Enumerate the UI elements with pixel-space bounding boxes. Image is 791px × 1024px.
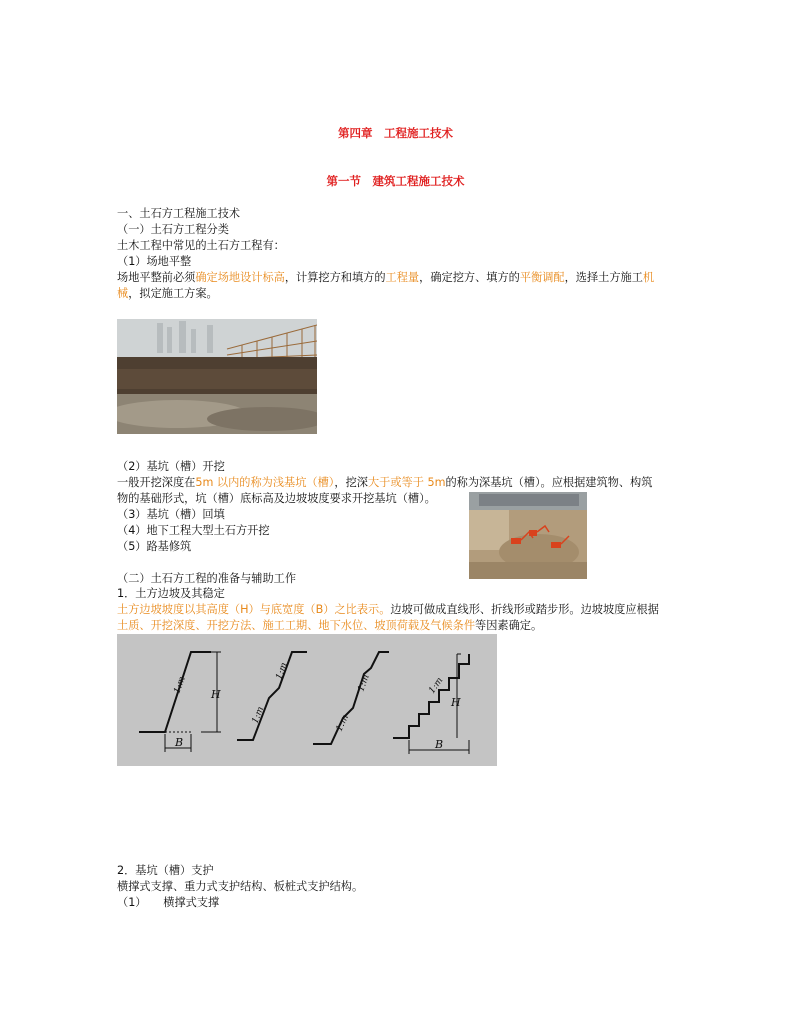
list-item: （1） 横撑式支撑 (117, 896, 220, 909)
text-span: 场地平整前必须 (117, 271, 196, 284)
height-label: H (451, 696, 461, 709)
highlight-span: 土质、开挖深度、开挖方法、施工工期、地下水位、坡顶荷载及气候条件 (117, 619, 476, 632)
paragraph-line (117, 602, 659, 618)
slope-ratio-label: 1:m (334, 713, 352, 734)
highlight-span: 5m 以内的称为浅基坑（槽） (195, 476, 335, 489)
paragraph-line (117, 286, 218, 302)
text-span: ，拟定施工方案。 (128, 287, 218, 300)
text-span: ，选择土方施工 (564, 271, 643, 284)
text-line: 横撑式支撑、重力式支护结构、板桩式支护结构。 (117, 880, 364, 893)
slope-ratio-label: 1:m (274, 661, 290, 682)
list-item: （2）基坑（槽）开挖 (117, 460, 225, 473)
highlight-span: 确定场地设计标高 (195, 271, 285, 284)
list-item: （4）地下工程大型土石方开挖 (117, 524, 270, 537)
text-span: 一般开挖深度在 (117, 476, 196, 489)
paragraph-line (117, 270, 654, 286)
text-span: ，挖深 (334, 476, 368, 489)
heading-1: 一、土石方工程施工技术 (117, 207, 241, 220)
paragraph-line (117, 618, 542, 634)
list-item: （1）场地平整 (117, 255, 192, 268)
height-label: H (211, 688, 221, 701)
slope-ratio-label: 1:m (356, 673, 372, 694)
subheading: 1．土方边坡及其稳定 (117, 587, 225, 600)
text-line: 土木工程中常见的土石方工程有： (117, 239, 285, 252)
highlight-span: 土方边坡坡度以其高度（H）与底宽度（B）之比表示。 (117, 603, 391, 616)
chapter-title: 第四章 工程施工技术 (338, 126, 453, 140)
slope-diagram-svg (117, 634, 497, 766)
slope-ratio-label: 1:m (250, 705, 267, 726)
base-width-label: B (175, 736, 184, 749)
text-span: 的称为深基坑（槽）。应根据建筑物、构筑 (445, 476, 653, 489)
base-width-label: B (435, 738, 444, 751)
highlight-span: 大于或等于 5m (367, 476, 446, 489)
paragraph-line (117, 475, 652, 491)
highlight-span: 平衡调配 (519, 271, 565, 284)
slope-ratio-label: 1:m (427, 675, 446, 696)
site-leveling-image (117, 319, 317, 434)
heading-1-1: （一）土石方工程分类 (117, 223, 229, 236)
highlight-span: 工程量 (385, 271, 420, 284)
section-title: 第一节 建筑工程施工技术 (326, 174, 465, 188)
excavation-image (469, 492, 587, 579)
excavation-photo (469, 492, 587, 579)
text-span: ，计算挖方和填方的 (284, 271, 386, 284)
paragraph-line: 物的基础形式，坑（槽）底标高及边坡坡度要求开挖基坑（槽）。 (117, 492, 436, 505)
text-span: ，确定挖方、填方的 (419, 271, 520, 284)
slope-types-diagram (117, 634, 497, 766)
subheading: 2．基坑（槽）支护 (117, 864, 214, 877)
text-span: 边坡可做成直线形、折线形或踏步形。边坡坡度应根据 (390, 603, 659, 616)
text-span: 等因素确定。 (475, 619, 543, 632)
list-item: （3）基坑（槽）回填 (117, 508, 225, 521)
site-leveling-photo (117, 319, 317, 434)
heading-1-2: （二）土石方工程的准备与辅助工作 (117, 572, 297, 585)
list-item: （5）路基修筑 (117, 540, 192, 553)
highlight-span: 械 (117, 287, 129, 300)
highlight-span: 机 (642, 271, 655, 284)
slope-ratio-label: 1:m (172, 675, 188, 696)
